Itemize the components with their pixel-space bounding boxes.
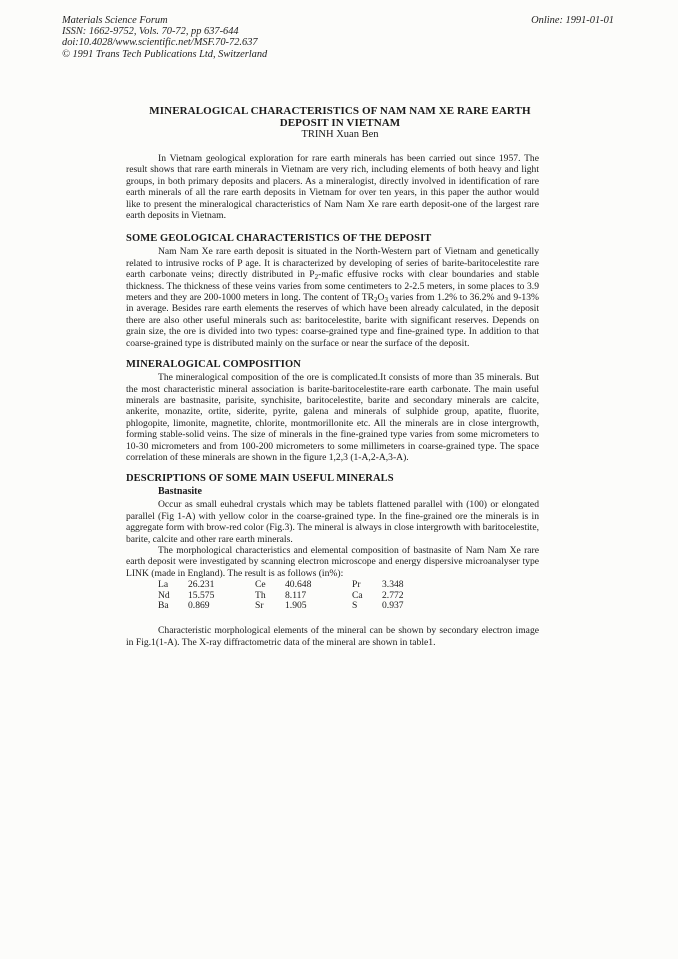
table-element: Ca xyxy=(352,589,363,601)
paper-body xyxy=(126,153,539,648)
paper-title-line1: MINERALOGICAL CHARACTERISTICS OF NAM NAM XE RARE EARTH xyxy=(149,105,531,117)
intro-paragraph: In Vietnam geological exploration for rare earth minerals has been carried out since 1957. The result shows that rare earth minerals in Vietnam are very rich, including elements of both heavy and light groups, in both primary deposits and placers. As a mineralogist, directly involved in identification of rare earth minerals of all the rare earth deposits in Vietnam for over ten years, in this paper the author would like to present the mineralogical characteristics of Nam Nam Xe rare earth deposit-one of the largest rare earth deposits in Vietnam. xyxy=(126,153,539,222)
table-element: Ce xyxy=(255,579,266,591)
section-heading-descriptions: DESCRIPTIONS OF SOME MAIN USEFUL MINERALS xyxy=(126,473,394,485)
journal-name: Materials Science Forum xyxy=(62,15,168,26)
table-element: S xyxy=(352,600,358,611)
table-value: 3.348 xyxy=(382,579,404,591)
online-date: Online: 1991-01-01 xyxy=(531,15,614,26)
table-element: Nd xyxy=(158,589,170,601)
geology-text-c: O xyxy=(377,292,385,304)
composition-paragraph: The mineralogical composition of the ore is complicated.It consists of more than 35 minerals. But the most characteristic mineral association is barite-baritocelestite-rare earth carbonate. The main useful minerals are bastnasite, parisite, synchisite, baritocelestite, barite and secondary minerals are calcite, ankerite, monazite, ortite, siderite, pyrite, galena and minerals of sulphide group, apatite, fluorite, phlogopite, limonite, magnetite, chlorite, montmorillonite etc. All the minerals are in close intergrowth, forming stable-solid veins. The size of minerals in the fine-grained type varies from some micrometers to 10-30 micrometers and from 100-200 micrometers to some millimeters in coarse-grained type. The space correlation of these minerals are shown in the figure 1,2,3 (1-A,2-A,3-A). xyxy=(126,372,539,463)
table-row xyxy=(158,601,449,611)
section-heading-composition: MINERALOGICAL COMPOSITION xyxy=(126,359,301,371)
bastnasite-paragraph-3: Characteristic morphological elements of the mineral can be shown by secondary electron image in Fig.1(1-A). The X-ray diffractometric data of the mineral are shown in table1. xyxy=(126,625,539,648)
composition-table xyxy=(158,580,449,611)
doi-line: doi:10.4028/www.scientific.net/MSF.70-72.637 xyxy=(62,37,258,49)
geology-paragraph xyxy=(126,246,539,349)
table-value: 40.648 xyxy=(285,579,312,591)
table-value: 2.772 xyxy=(382,589,404,601)
bastnasite-paragraph-1: Occur as small euhedral crystals which may be tablets flattened parallel with (100) or elongated parallel (Fig 1-A) with yellow color in the coarse-grained type. In the fine-grained ore the minerals is in aggregate form with brow-red color (Fig.3). The mineral is always in close intergrowth with baritocelestite, barite, calcite and other rare earth minerals. xyxy=(126,499,539,545)
geology-sub-c: 3 xyxy=(384,296,388,305)
issn-line: ISSN: 1662-9752, Vols. 70-72, pp 637-644 xyxy=(62,26,239,38)
section-heading-geology: SOME GEOLOGICAL CHARACTERISTICS OF THE DEPOSIT xyxy=(126,233,432,245)
copyright-line: © 1991 Trans Tech Publications Ltd, Switzerland xyxy=(62,48,268,60)
table-value: 0.869 xyxy=(188,600,210,611)
geology-sub-a: 2 xyxy=(314,273,319,282)
table-value: 15.575 xyxy=(188,589,215,601)
table-value: 0.937 xyxy=(382,600,404,611)
geology-text-a: Nam Nam Xe rare earth deposit is situated in the North-Western part of Vietnam and genetically related to intrusive rocks of P age. It is characterized by developing of series of barite-baritocelestite rare earth carbonate veins; directly distributed in P xyxy=(126,246,539,281)
journal-header xyxy=(62,15,267,60)
table-value: 1.905 xyxy=(285,600,307,611)
geology-sub-b: 2 xyxy=(374,296,378,305)
title-block xyxy=(90,105,590,141)
geology-text-b: -mafic effusive rocks with clear boundaries and stable thickness. The thickness of these veins varies from some centimeters to 2-2.5 meters, in some places to 3.9 meters and they are 200-1000 meters in long. The content of TR xyxy=(126,269,540,304)
bastnasite-paragraph-2: The morphological characteristics and elemental composition of bastnasite of Nam Nam Xe rare earth deposit were investigated by scanning electron microscope and energy dispersive microanalyser type LINK (made in England). The result is as follows (in%): xyxy=(126,544,539,579)
table-value: 26.231 xyxy=(188,579,215,591)
table-element: Pr xyxy=(352,579,361,591)
table-element: Ba xyxy=(158,600,169,611)
table-value: 8.117 xyxy=(285,589,307,601)
geology-text-d: varies from 1.2% to 36.2% and 9-13% in average. Besides rare earth elements the reserves of which have been already calculated, in the deposit there are also other useful minerals such as: baritocelestite, barite with significant reserves. Depends on grain size, the ore is divided into two types: coarse-grained type and fine-grained type. In addition to that coarse-grained type is distributed mainly on the surface or near the surface of the deposit. xyxy=(126,292,539,349)
table-element: Th xyxy=(255,589,266,601)
subheading-bastnasite: Bastnasite xyxy=(158,486,202,498)
table-element: Sr xyxy=(255,600,264,611)
table-element: La xyxy=(158,579,169,591)
paper-title-line2: DEPOSIT IN VIETNAM xyxy=(279,117,401,129)
paper-author: TRINH Xuan Ben xyxy=(301,129,379,140)
